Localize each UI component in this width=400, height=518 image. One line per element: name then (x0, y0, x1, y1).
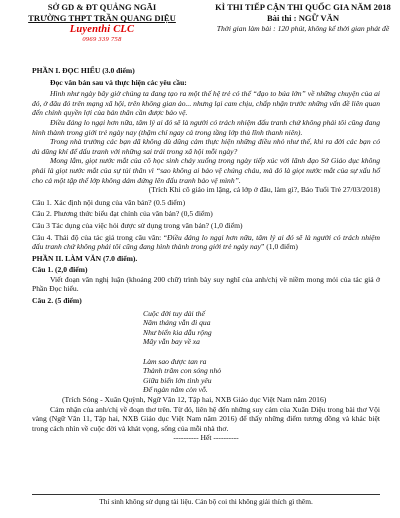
question-2: Câu 2. Phương thức biểu đạt chính của văn bản? (0,5 điểm) (32, 209, 213, 219)
reading-paragraph-3: Trong nhà trường các bạn dã không dù dũng cảm thực hiện những điều nhỏ như thế, khi ra đời các bạn có dủ dũng khí để dấu tranh với những sai trái trong xã hội mỗi ngày? (32, 137, 380, 156)
end-marker: ---------- Hết ---------- (173, 433, 239, 443)
brand-phone: 0969 339 758 (82, 36, 122, 43)
school-name: TRƯỜNG THPT TRẦN QUANG DIỆU (28, 13, 176, 23)
exam-time: Thời gian làm bài : 120 phút, không kể thời gian phát đề (216, 24, 390, 33)
poem-line: Thành trăm con sóng nhỏ (143, 366, 222, 376)
question-4-lead: Câu 4. Thái độ của tác giả trong câu văn: “ (32, 232, 168, 242)
footer-divider (32, 494, 380, 495)
poem-line: Cuộc đời tuy dài thế (143, 308, 205, 318)
reading-paragraph-2: Điều đáng lo ngại hơn nữa, tâm lý ai đó sẽ là người có trách nhiệm đấu tranh chứ không phải tôi cũng đang hình thành trong giới trẻ ngày nay (thậm chí ngay cả trong tầng lớp thủ lĩnh thanh niên). (32, 117, 380, 137)
part1-title: PHẦN I. ĐỌC HIỂU (3.0 điểm) (32, 66, 135, 75)
footer (32, 492, 380, 506)
poem-line: Mây vẫn bay về xa (143, 337, 200, 347)
exam-subject: Bài thi : NGỮ VĂN (266, 13, 340, 23)
question-4-quote: Điều đáng lo ngại hơn nữa, tâm lý ai đó sẽ là người có trách nhiệm đấu tranh chứ không phải tôi cũng đang hình thành trong giới trẻ ngày nay (32, 232, 380, 252)
reading-paragraph-4: Mong lắm, giọt nước mắt của cô học sinh cháy xuống trong ngày tiếp xúc với lãnh đạo Sở Giáo dục không phải là giọt nước mắt của sự tủi thân vì “sao không ai bảo vệ chúng cháu, mà đó là giọt nước mắt của sự xấu hổ cho cả một tập thể lớp không dám đứng lên đấu tranh bảo vệ mình”. (32, 156, 380, 185)
poem-line: Năm tháng vẫn đi qua (143, 318, 211, 328)
reading-paragraph-1: Hình như ngày bây giờ chúng ta đang tạo ra một thế hệ trẻ có thể “đạo to búa lớn” về những chuyện của ai đó, ở đâu đó trên mạng xã hội, trên không gian ảo... nhưng lại cam chịu, chấp nhận trước những vấn đề liên quan đến chính quyền lợi của bản thân cần được bảo vệ. (32, 89, 380, 118)
brand-logo (12, 25, 192, 45)
footer-note: Thí sinh không sử dụng tài liệu. Cán bộ coi thi không giải thích gì thêm. (99, 497, 313, 506)
essay-question-1-title: Câu 1. (2,0 điểm) (32, 265, 88, 275)
poem-source: (Trích Sóng - Xuân Quỳnh, Ngữ Văn 12, Tập hai, NXB Giáo dục Việt Nam năm 2016) (62, 395, 327, 404)
school-header (12, 2, 192, 45)
exam-body (32, 66, 380, 443)
brand-name: Luyenthi CLC (69, 24, 135, 35)
poem-line (143, 347, 380, 357)
exam-title: KÌ THI TIẾP CẬN THI QUỐC GIA NĂM 2018 (215, 2, 391, 12)
question-1: Câu 1. Xác định nội dung của văn bản? (0.5 điểm) (32, 197, 186, 207)
poem-line: Như biển kia dẫu rộng (143, 327, 212, 337)
part2-title: PHẦN II. LÀM VĂN (7.0 điểm). (32, 253, 138, 263)
question-4-tail: ” (1,0 điểm) (260, 242, 298, 252)
question-3: Câu 3 Tác dụng của việc hỏi được sử dụng trong văn bản? (1,0 điểm) (32, 220, 243, 230)
reading-source: (Trích Khi cô giáo im lặng, cả lớp ở đâu, làm gì?, Báo Tuổi Trẻ 27/03/2018) (148, 185, 380, 195)
question-4 (32, 233, 380, 252)
poem-line: Làm sao được tan ra (143, 356, 207, 366)
part1-instruction: Đọc văn bản sau và thực hiện các yêu cầu: (50, 77, 187, 87)
essay-question-2-title: Câu 2. (5 điểm) (32, 296, 82, 306)
essay-task: Cảm nhận của anh/chị về đoạn thơ trên. Từ đó, liên hệ đến những suy cảm của Xuân Diệu trong bài thơ Vội vàng (Ngữ Văn 11, Tập hai, NXB Giáo dục Việt Nam năm 2016) để thấy những điểm tương đồng và khác biệt trong cách nhìn về cuộc đời và khát vọng, sống của mỗi nhà thơ. (32, 404, 380, 433)
exam-header (212, 2, 394, 34)
poem-line: Giữa biển lớn tình yêu (143, 375, 212, 385)
poem-line: Để ngàn năm còn vỗ. (143, 385, 208, 395)
poem-excerpt (32, 309, 380, 395)
department-name: SỞ GD & ĐT QUẢNG NGÃI (47, 2, 157, 12)
essay-question-1-text: Viết đoạn văn nghị luận (khoảng 200 chữ) trình bày suy nghĩ của anh/chị về niềm mong mỏi của tác giả ở Phần Đọc hiểu. (32, 274, 380, 294)
